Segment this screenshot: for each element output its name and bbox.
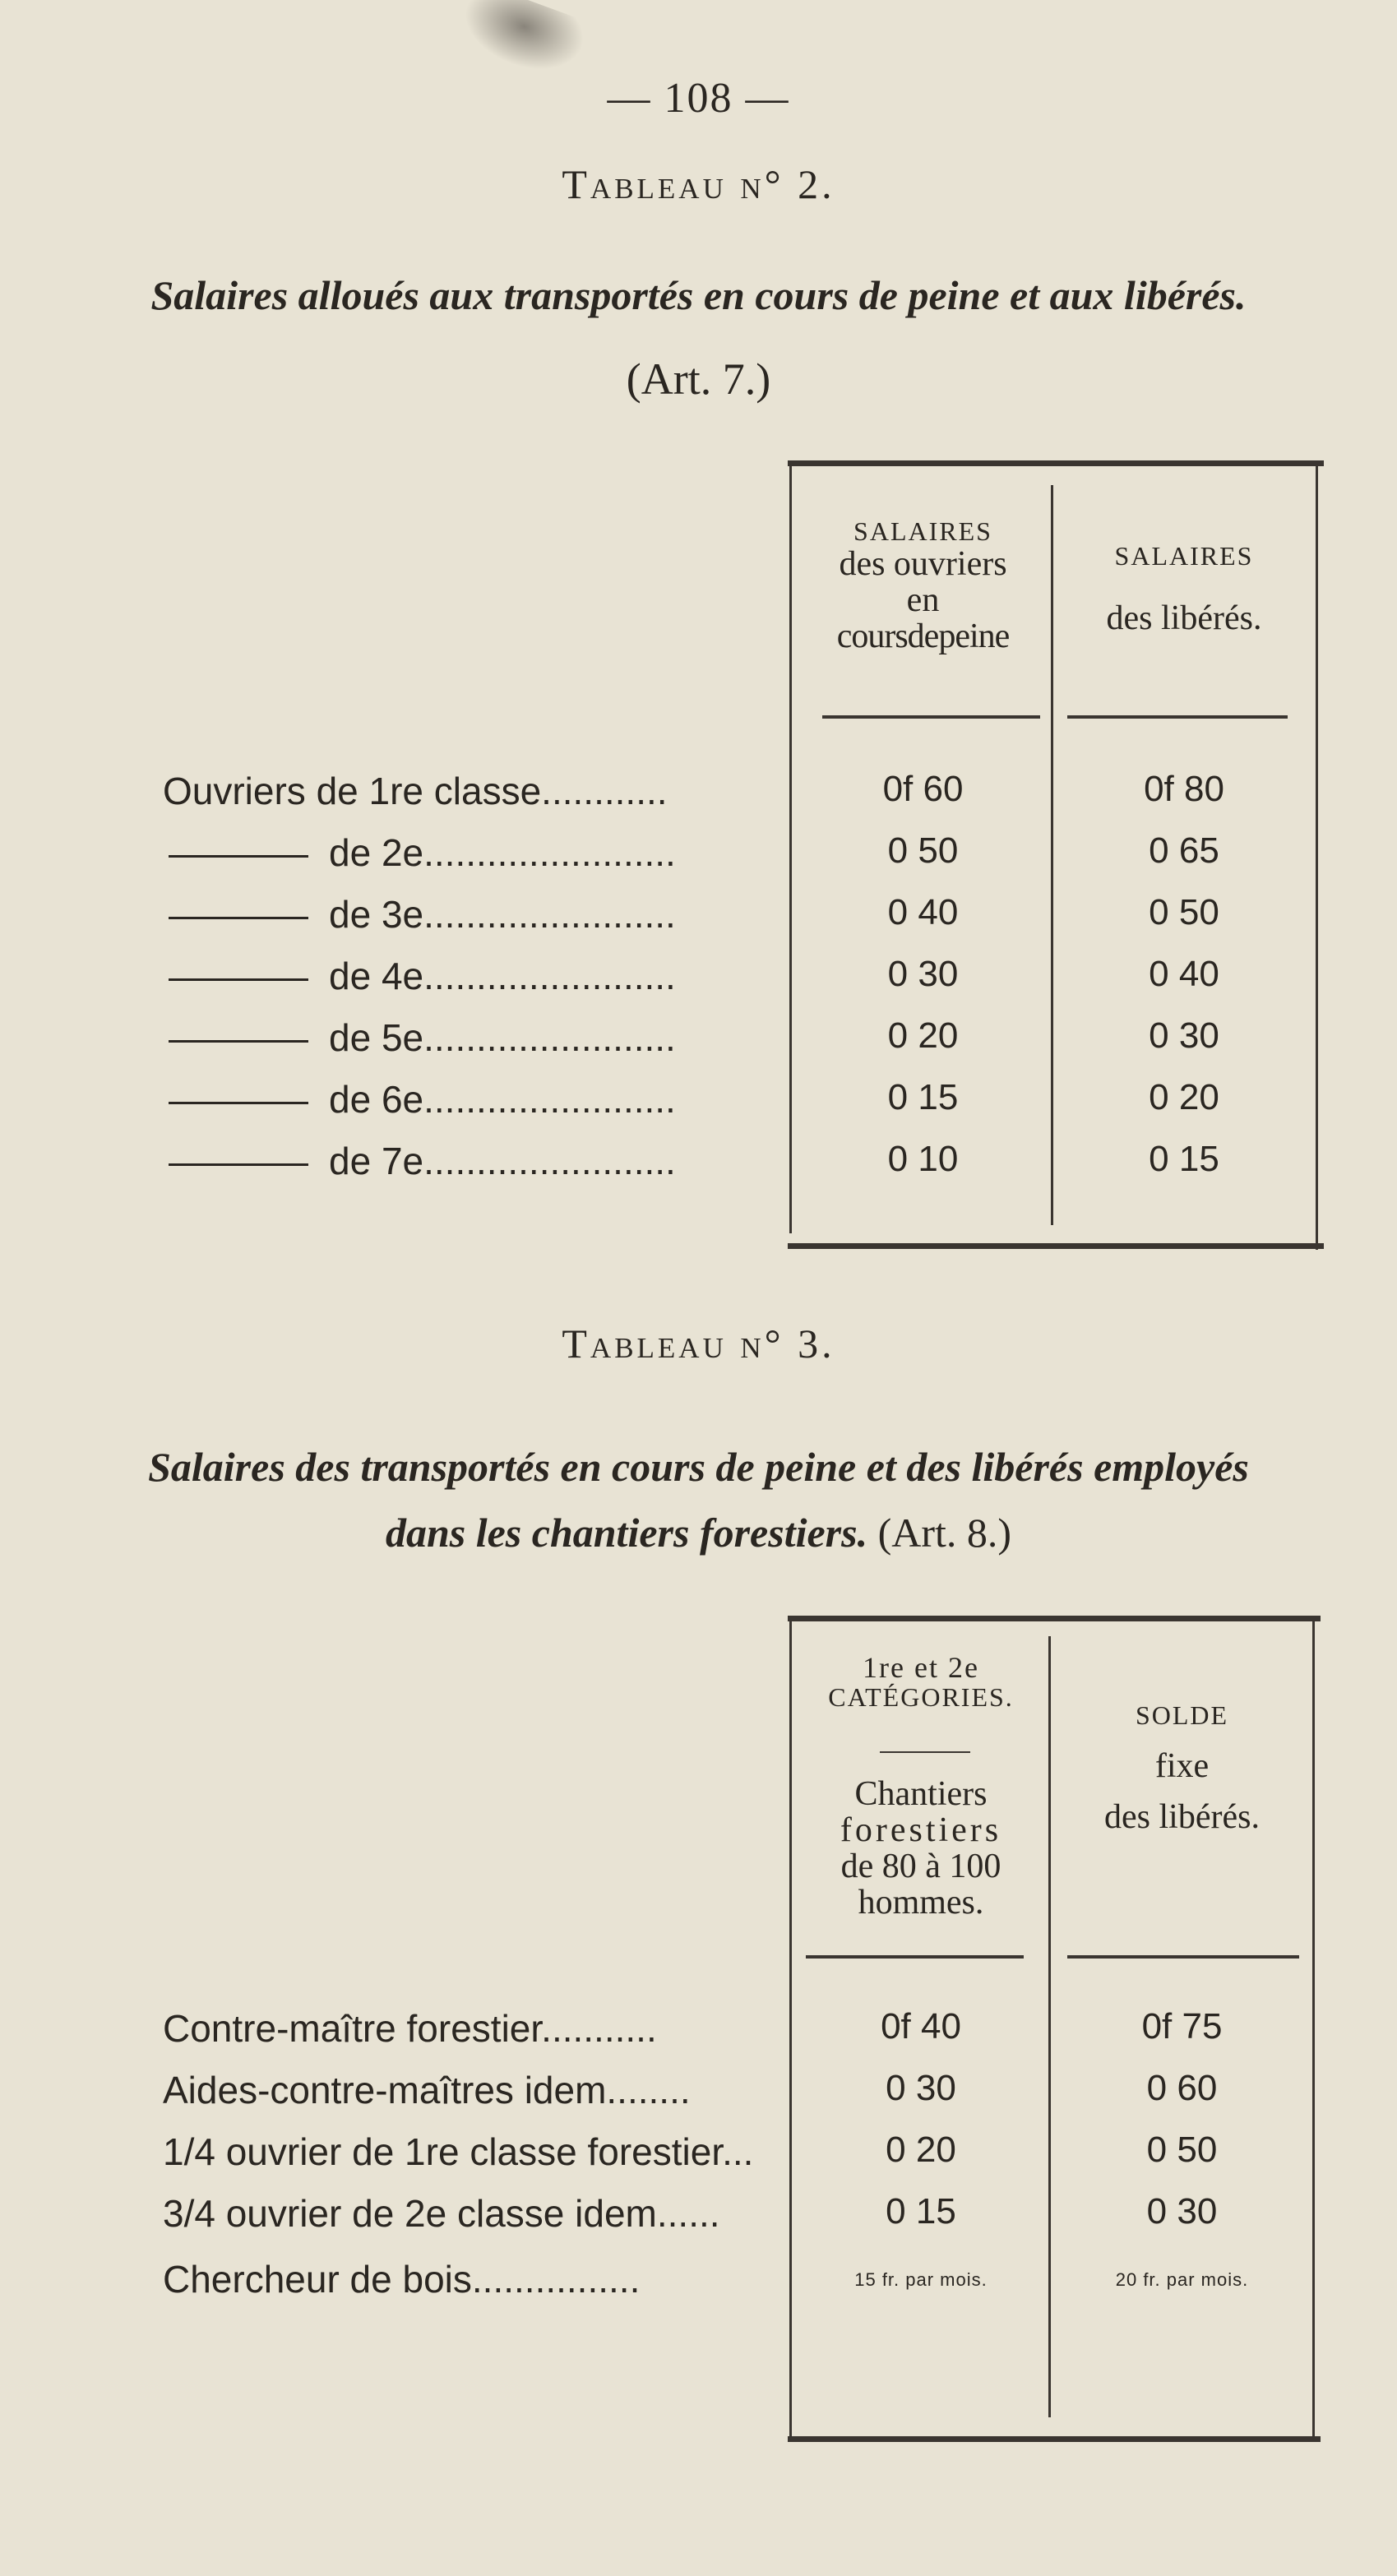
tableau3-col2-header — [1057, 1702, 1307, 1835]
table-row-label: Aides-contre-maîtres idem........ — [163, 2069, 691, 2111]
table-row-label: 1/4 ouvrier de 1re classe forestier... — [163, 2130, 754, 2173]
table-cell: 0 30 — [1149, 1015, 1219, 1056]
table-cell: 20 fr. par mois. — [1115, 2269, 1249, 2290]
table-cell: 0 20 — [886, 2130, 956, 2170]
table-top-rule — [788, 460, 1324, 466]
tableau2-col1-header — [802, 518, 1044, 654]
header-line: CATÉGORIES. — [828, 1681, 1014, 1712]
table-cell: 0 65 — [1149, 830, 1219, 871]
page-number: — 108 — — [607, 75, 790, 122]
table-cell: 0f 80 — [1144, 769, 1224, 809]
header-line: hommes. — [858, 1884, 984, 1922]
header-line: Chantiers — [854, 1775, 988, 1813]
table-cell: 0 50 — [887, 830, 959, 871]
tableau3-subtitle-line2 — [0, 1509, 1397, 1556]
header-rule — [1067, 1955, 1299, 1959]
table-bottom-rule — [788, 1243, 1324, 1249]
table-cell: 0 10 — [887, 1139, 959, 1179]
tableau2-subtitle: Salaires alloués aux transportés en cours de peine et aux libérés. — [150, 272, 1247, 318]
table-cell: 0 15 — [887, 1077, 959, 1117]
table-row-label: de 3e........................ — [329, 893, 676, 936]
table-cell: 0 20 — [1149, 1077, 1219, 1117]
header-line: des libérés. — [1104, 1797, 1260, 1836]
table-column-rule — [1048, 1636, 1051, 2417]
header-line: forestiers — [840, 1811, 1002, 1850]
header-rule — [806, 1955, 1024, 1959]
table-row-label: de 4e........................ — [329, 955, 676, 997]
table-cell: 0 15 — [886, 2191, 956, 2231]
table-left-rule — [789, 460, 792, 1233]
header-line: des libérés. — [1106, 599, 1262, 637]
table-cell: 0f 75 — [1141, 2006, 1223, 2046]
header-line: coursdepeine — [836, 617, 1010, 655]
table-cell: 0f 60 — [882, 769, 964, 809]
ditto-dash — [169, 978, 308, 981]
table-cell: 0 15 — [1149, 1139, 1219, 1179]
tableau3-col1-header-top — [802, 1653, 1040, 1711]
table-cell: 0 40 — [1149, 954, 1219, 994]
table-cell: 0 40 — [887, 892, 959, 932]
table-cell: 0 50 — [1149, 892, 1219, 932]
table-right-rule — [1316, 460, 1318, 1250]
ditto-dash — [169, 917, 308, 919]
subtitle-text: dans les chantiers forestiers. — [385, 1510, 868, 1556]
header-line: des ouvriers — [839, 544, 1007, 583]
tableau3-article: (Art. 8.) — [877, 1510, 1012, 1556]
tableau2-article: (Art. 7.) — [626, 354, 771, 404]
header-line: en — [906, 580, 940, 619]
table-cell: 0f 40 — [881, 2006, 961, 2046]
table-cell: 0 20 — [887, 1015, 959, 1056]
header-rule — [880, 1751, 970, 1753]
header-line: SOLDE — [1135, 1700, 1229, 1730]
table-row-label: de 6e........................ — [329, 1078, 676, 1121]
table-cell: 0 30 — [886, 2068, 956, 2108]
ditto-dash — [169, 1102, 308, 1104]
ditto-dash — [169, 1040, 308, 1043]
table-row-label: Contre-maître forestier........... — [163, 2007, 657, 2050]
table-top-rule — [788, 1616, 1321, 1621]
header-line: SALAIRES — [853, 516, 992, 546]
table-row-label: de 2e........................ — [329, 831, 676, 874]
table-cell: 0 30 — [1146, 2191, 1218, 2231]
table-cell: 0 50 — [1146, 2130, 1218, 2170]
ditto-dash — [169, 855, 308, 858]
table-row-label: de 7e........................ — [329, 1140, 676, 1182]
table-row-label: 3/4 ouvrier de 2e classe idem...... — [163, 2192, 720, 2235]
tableau2-title: Tableau n° 2. — [562, 161, 835, 207]
tableau3-subtitle: Salaires des transportés en cours de peine et des libérés employés — [148, 1444, 1249, 1490]
table-row-label: de 5e........................ — [329, 1016, 676, 1059]
tableau3-col1-header-bottom — [802, 1776, 1040, 1921]
table-row-label: Chercheur de bois................ — [163, 2258, 641, 2301]
header-line: fixe — [1154, 1746, 1210, 1785]
tableau2-col2-header — [1061, 543, 1307, 636]
table-cell: 0 30 — [887, 954, 959, 994]
ink-smudge — [453, 0, 591, 85]
header-rule — [822, 715, 1040, 719]
table-bottom-rule — [788, 2436, 1321, 2442]
table-column-rule — [1051, 485, 1053, 1225]
table-left-rule — [789, 1616, 792, 2438]
table-right-rule — [1312, 1616, 1315, 2442]
table-row-label: Ouvriers de 1re classe............ — [163, 770, 668, 812]
tableau3-title: Tableau n° 3. — [562, 1320, 835, 1367]
header-rule — [1067, 715, 1288, 719]
ditto-dash — [169, 1163, 308, 1166]
header-line: SALAIRES — [1114, 541, 1254, 571]
header-line: 1re et 2e — [863, 1651, 979, 1684]
table-cell: 15 fr. par mois. — [854, 2269, 988, 2290]
table-cell: 0 60 — [1146, 2068, 1218, 2108]
header-line: de 80 à 100 — [840, 1848, 1001, 1886]
